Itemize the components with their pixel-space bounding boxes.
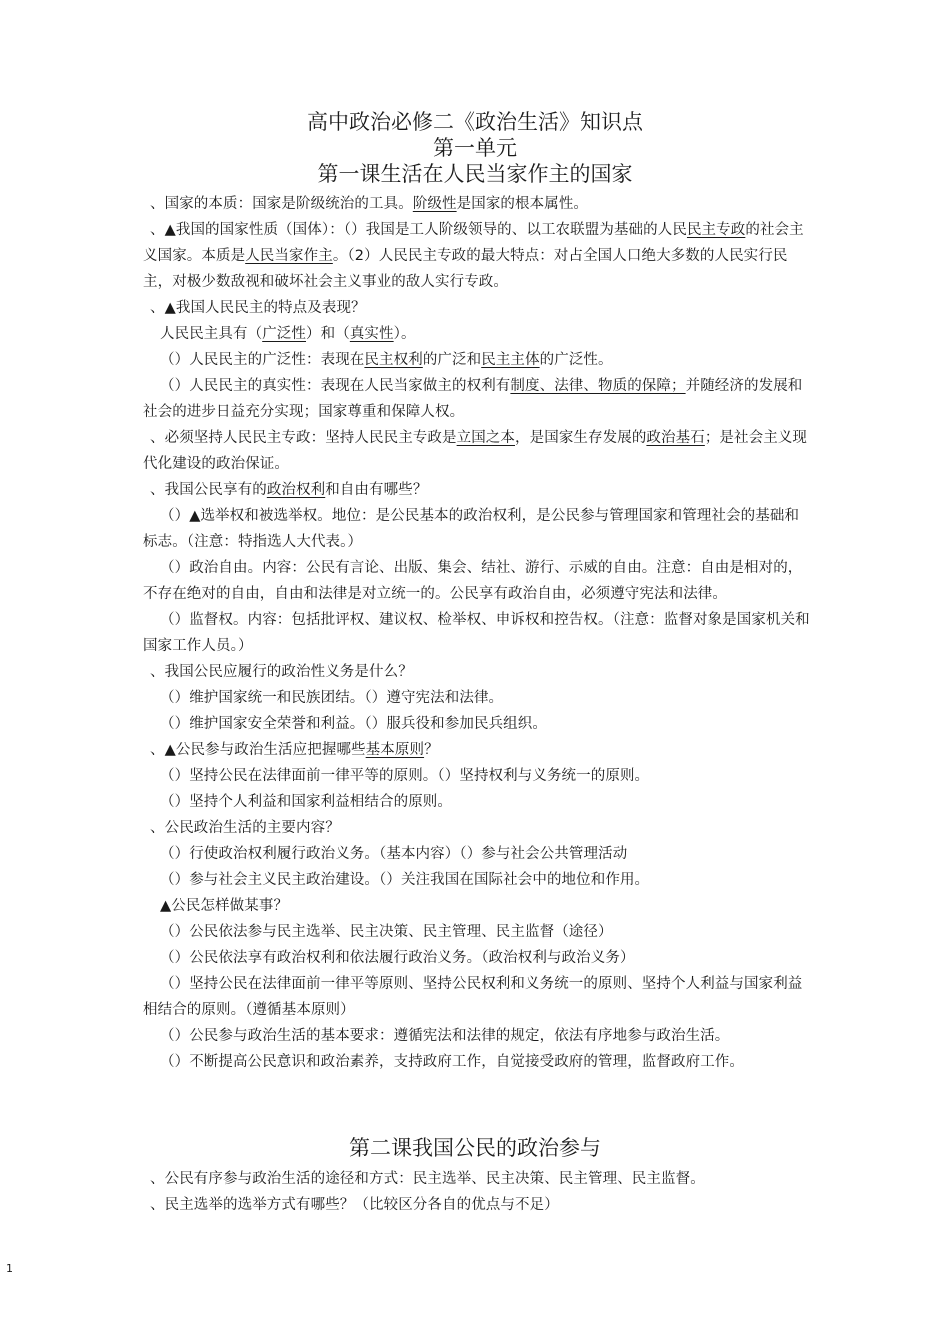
paragraph: （）参与社会主义民主政治建设。（）关注我国在国际社会中的地位和作用。 [160, 872, 650, 888]
text: 并随经济的发展和社会的进步日益充分实现；国家尊重和保障人权。 [143, 378, 803, 420]
document-title: 高中政治必修二《政治生活》知识点 [307, 110, 643, 134]
paragraph [143, 737, 813, 763]
paragraph: （）坚持公民在法律面前一律平等的原则。（）坚持权利与义务统一的原则。 [160, 768, 650, 784]
paragraph [143, 191, 813, 217]
lesson-2-body [143, 1166, 813, 1218]
lesson-1-body [143, 191, 813, 1075]
underlined-term: 广泛性 [262, 326, 307, 342]
text: 、我国公民享有的 [150, 482, 267, 498]
text: ；是社会主义现代化建设的政治保证。 [143, 430, 808, 472]
underlined-term: 制度、法律、物质的保障； [510, 378, 686, 394]
paragraph: （）不断提高公民意识和政治素养，支持政府工作，自觉接受政府的管理，监督政府工作。 [160, 1054, 744, 1070]
paragraph: （）坚持公民在法律面前一律平等原则、坚持公民权利和义务统一的原则、坚持个人利益与国家利益相结合的原则。（遵循基本原则） [143, 976, 803, 1018]
paragraph: （）公民依法享有政治权利和依法履行政治义务。（政治权利与政治义务） [160, 950, 635, 966]
text: ，是国家生存发展的 [515, 430, 647, 446]
underlined-term: 民主主体 [481, 352, 540, 368]
text: （）人民民主的广泛性：表现在 [160, 352, 365, 368]
text: （）人民民主的真实性：表现在人民当家做主的权利有 [160, 378, 511, 394]
paragraph [143, 321, 813, 347]
paragraph: ▲公民怎样做某事？ [160, 898, 289, 914]
underlined-term: 民主专政 [686, 222, 746, 238]
text: 、必须坚持人民民主专政：坚持人民民主专政是 [150, 430, 457, 446]
paragraph: （）政治自由。内容：公民有言论、出版、集会、结社、游行、示威的自由。注意：自由是相对的，不存在绝对的自由，自由和法律是对立统一的。公民享有政治自由，必须遵守宪法和法律。 [143, 560, 803, 602]
paragraph: （）▲选举权和被选举权。地位：是公民基本的政治权利，是公民参与管理国家和管理社会的基础和标志。（注意：特指选人大代表。） [143, 508, 800, 550]
text: ）。 [393, 326, 416, 342]
text: 、▲公民参与政治生活应把握哪些 [150, 742, 366, 758]
paragraph: （）公民依法参与民主选举、民主决策、民主管理、民主监督（途径） [160, 924, 613, 940]
page-number: 1 [6, 1262, 13, 1275]
underlined-term: 真实性 [349, 326, 394, 342]
text: 人民民主具有（ [160, 326, 263, 342]
underlined-term: 人民当家作主 [245, 248, 333, 264]
underlined-term: 基本原则 [365, 742, 425, 758]
text: 是国家的根本属性。 [456, 196, 589, 212]
text: 的社会主义国家。本质是 [143, 222, 804, 264]
text: ）和（ [306, 326, 350, 342]
text: ？ [424, 742, 439, 758]
lesson-heading: 第一课生活在人民当家作主的国家 [317, 162, 633, 186]
paragraph: 、公民有序参与政治生活的途径和方式：民主选举、民主决策、民主管理、民主监督。 [150, 1171, 705, 1187]
underlined-term: 政治权利 [266, 482, 326, 498]
paragraph: （）坚持个人利益和国家利益相结合的原则。 [160, 794, 452, 810]
underlined-term: 立国之本 [456, 430, 516, 446]
paragraph: （）维护国家安全荣誉和利益。（）服兵役和参加民兵组织。 [160, 716, 547, 732]
underlined-term: 民主权利 [364, 352, 423, 368]
text: 、▲我国的国家性质（国体）：（）我国是工人阶级领导的、以工农联盟为基础的人民 [150, 222, 687, 238]
lesson-2-heading: 第二课我国公民的政治参与 [349, 1136, 601, 1160]
paragraph: （）公民参与政治生活的基本要求：遵循宪法和法律的规定，依法有序地参与政治生活。 [160, 1028, 730, 1044]
paragraph: （）监督权。内容：包括批评权、建议权、检举权、申诉权和控告权。（注意：监督对象是国家机关和国家工作人员。） [143, 612, 810, 654]
paragraph [143, 217, 813, 295]
underlined-term: 政治基石 [646, 430, 705, 446]
paragraph: 、▲我国人民民主的特点及表现？ [150, 300, 366, 316]
paragraph: （）维护国家统一和民族团结。（）遵守宪法和法律。 [160, 690, 504, 706]
paragraph: （）行使政治权利履行政治义务。（基本内容）（）参与社会公共管理活动 [160, 846, 628, 862]
paragraph [143, 347, 813, 373]
text: 。（2）人民民主专政的最大特点：对占全国人口绝大多数的人民实行民主，对极少数敌视和破坏社会主义事业的敌人实行专政。 [143, 248, 788, 290]
paragraph [143, 425, 813, 477]
paragraph: 、我国公民应履行的政治性义务是什么？ [150, 664, 413, 680]
text: 的广泛和 [422, 352, 482, 368]
text: 的广泛性。 [539, 352, 613, 368]
paragraph: 、民主选举的选举方式有哪些？（比较区分各自的优点与不足） [150, 1197, 559, 1213]
paragraph [143, 477, 813, 503]
text: 和自由有哪些？ [325, 482, 428, 498]
text: 、国家的本质：国家是阶级统治的工具。 [150, 196, 413, 212]
paragraph [143, 373, 813, 425]
paragraph: 、公民政治生活的主要内容？ [150, 820, 340, 836]
unit-heading: 第一单元 [433, 136, 517, 160]
underlined-term: 阶级性 [412, 196, 457, 212]
